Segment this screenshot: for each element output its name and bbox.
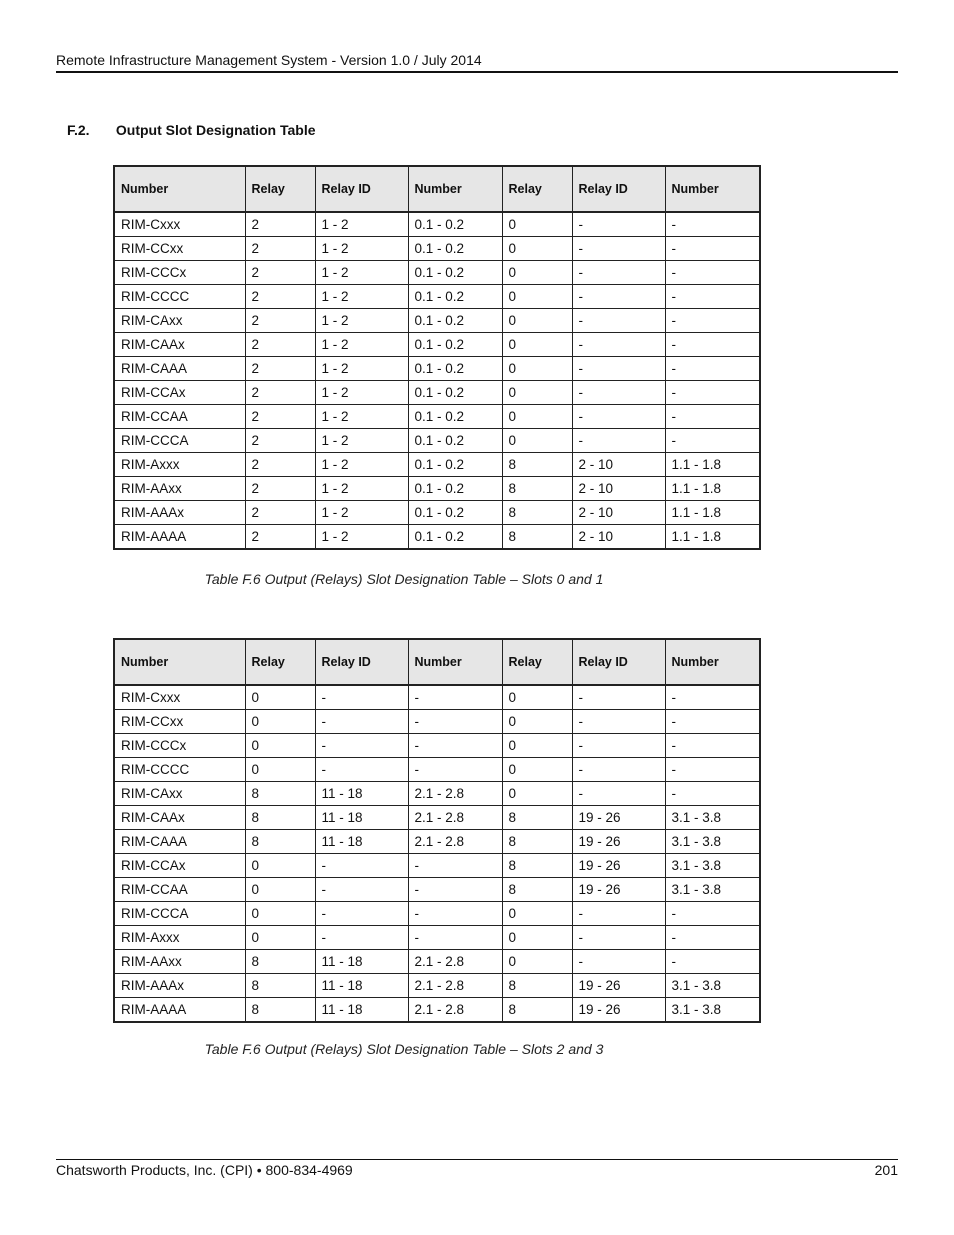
column-header: Relay — [502, 166, 572, 212]
table-cell: 0.1 - 0.2 — [408, 453, 502, 477]
table-cell: RIM-Axxx — [114, 926, 245, 950]
column-header: Number — [665, 639, 760, 685]
table-cell: 11 - 18 — [315, 974, 408, 998]
table-row — [114, 998, 760, 1023]
table-cell: RIM-AAAx — [114, 974, 245, 998]
table-cell: RIM-AAAA — [114, 525, 245, 550]
table-cell: 0 — [502, 734, 572, 758]
table-cell: 0 — [502, 902, 572, 926]
table-cell: 0.1 - 0.2 — [408, 429, 502, 453]
page-header: Remote Infrastructure Management System - Version 1.0 / July 2014 — [56, 52, 482, 68]
table-cell: 8 — [502, 998, 572, 1023]
table-cell: - — [665, 333, 760, 357]
table-row — [114, 429, 760, 453]
table-cell: 0.1 - 0.2 — [408, 501, 502, 525]
table-cell: - — [665, 758, 760, 782]
table-cell: 0 — [245, 758, 315, 782]
table-cell: RIM-CCAA — [114, 878, 245, 902]
table-cell: 0.1 - 0.2 — [408, 285, 502, 309]
table-cell: - — [315, 710, 408, 734]
table-cell: RIM-CAAx — [114, 333, 245, 357]
column-header: Relay ID — [315, 166, 408, 212]
column-header: Relay — [245, 166, 315, 212]
table-cell: 2.1 - 2.8 — [408, 974, 502, 998]
table-cell: RIM-CCCx — [114, 261, 245, 285]
table-cell: 1 - 2 — [315, 333, 408, 357]
table-cell: RIM-AAxx — [114, 950, 245, 974]
table-cell: RIM-CCxx — [114, 237, 245, 261]
table-cell: 3.1 - 3.8 — [665, 878, 760, 902]
table-cell: 1 - 2 — [315, 261, 408, 285]
column-header: Number — [408, 166, 502, 212]
table-cell: 0 — [502, 237, 572, 261]
table-cell: - — [408, 758, 502, 782]
table-cell: 8 — [245, 974, 315, 998]
table-cell: RIM-CAxx — [114, 309, 245, 333]
table-cell: 2 — [245, 333, 315, 357]
table-cell: RIM-CCCA — [114, 902, 245, 926]
table-cell: 8 — [245, 782, 315, 806]
table-cell: - — [665, 381, 760, 405]
section-title: Output Slot Designation Table — [115, 122, 316, 138]
table-cell: 1 - 2 — [315, 212, 408, 237]
table-cell: 8 — [502, 974, 572, 998]
table-cell: RIM-CCCC — [114, 758, 245, 782]
footer-divider — [56, 1159, 898, 1160]
slot-table-2-3 — [113, 638, 761, 1023]
table-cell: 0 — [502, 405, 572, 429]
table-cell: 11 - 18 — [315, 998, 408, 1023]
table-cell: 1 - 2 — [315, 525, 408, 550]
table-cell: - — [572, 950, 665, 974]
table-cell: 2 - 10 — [572, 525, 665, 550]
table-cell: 1.1 - 1.8 — [665, 453, 760, 477]
table-cell: 0 — [502, 357, 572, 381]
table-cell: 2 — [245, 261, 315, 285]
table-row — [114, 710, 760, 734]
table-cell: 0 — [502, 261, 572, 285]
table-row — [114, 357, 760, 381]
table-cell: - — [572, 309, 665, 333]
column-header: Relay ID — [315, 639, 408, 685]
table-cell: 2 — [245, 405, 315, 429]
table-cell: 0 — [502, 685, 572, 710]
footer-company: Chatsworth Products, Inc. (CPI) • 800-834-4969 — [56, 1162, 353, 1178]
table-cell: - — [408, 854, 502, 878]
table-cell: 0 — [245, 902, 315, 926]
table-cell: 11 - 18 — [315, 830, 408, 854]
table-cell: 0 — [502, 285, 572, 309]
table-cell: - — [572, 685, 665, 710]
table-cell: 1 - 2 — [315, 405, 408, 429]
table-cell: - — [408, 878, 502, 902]
table-cell: - — [572, 758, 665, 782]
table-cell: RIM-CCCC — [114, 285, 245, 309]
table-cell: - — [408, 710, 502, 734]
table-cell: 8 — [245, 950, 315, 974]
table-row — [114, 309, 760, 333]
table-cell: 8 — [245, 806, 315, 830]
table-cell: - — [572, 405, 665, 429]
table-row — [114, 782, 760, 806]
table-row — [114, 830, 760, 854]
table-row — [114, 926, 760, 950]
table-cell: 1 - 2 — [315, 429, 408, 453]
table-cell: 11 - 18 — [315, 806, 408, 830]
table-cell: 8 — [502, 878, 572, 902]
table-cell: - — [572, 237, 665, 261]
table-cell: - — [315, 902, 408, 926]
table-row — [114, 453, 760, 477]
header-divider — [56, 71, 898, 73]
table-cell: 2 — [245, 477, 315, 501]
table-cell: 3.1 - 3.8 — [665, 830, 760, 854]
table-cell: - — [572, 902, 665, 926]
table-cell: 8 — [502, 525, 572, 550]
table-row — [114, 212, 760, 237]
table-cell: 1 - 2 — [315, 501, 408, 525]
table-cell: - — [665, 237, 760, 261]
table-cell: 0 — [502, 333, 572, 357]
table-cell: - — [572, 212, 665, 237]
section-heading — [67, 122, 316, 138]
table-cell: 2 - 10 — [572, 501, 665, 525]
table-cell: 1.1 - 1.8 — [665, 501, 760, 525]
table-cell: 2.1 - 2.8 — [408, 830, 502, 854]
table-cell: 2.1 - 2.8 — [408, 998, 502, 1023]
table-cell: RIM-CCAx — [114, 381, 245, 405]
table-row — [114, 405, 760, 429]
table-cell: - — [572, 734, 665, 758]
table-cell: 0 — [502, 782, 572, 806]
table-cell: - — [665, 212, 760, 237]
table-cell: - — [572, 782, 665, 806]
table-cell: RIM-CAxx — [114, 782, 245, 806]
table-cell: - — [572, 333, 665, 357]
table-cell: RIM-CCCx — [114, 734, 245, 758]
table-cell: 2 — [245, 429, 315, 453]
table-cell: 19 - 26 — [572, 854, 665, 878]
table-cell: 0 — [245, 878, 315, 902]
table-cell: 0 — [245, 685, 315, 710]
table-cell: 19 - 26 — [572, 830, 665, 854]
column-header: Number — [408, 639, 502, 685]
column-header: Number — [665, 166, 760, 212]
table-cell: 3.1 - 3.8 — [665, 854, 760, 878]
table-cell: - — [665, 285, 760, 309]
table-cell: 0 — [502, 212, 572, 237]
table-cell: 1 - 2 — [315, 237, 408, 261]
table-cell: 0.1 - 0.2 — [408, 405, 502, 429]
table-cell: 0.1 - 0.2 — [408, 333, 502, 357]
table-row — [114, 285, 760, 309]
table-cell: - — [572, 261, 665, 285]
table-cell: - — [665, 782, 760, 806]
table-cell: - — [315, 734, 408, 758]
table-cell: 8 — [245, 998, 315, 1023]
table-cell: 1 - 2 — [315, 381, 408, 405]
table-cell: RIM-CCxx — [114, 710, 245, 734]
column-header: Number — [114, 166, 245, 212]
table-cell: - — [572, 357, 665, 381]
table-cell: 19 - 26 — [572, 806, 665, 830]
table-cell: - — [408, 902, 502, 926]
column-header: Relay ID — [572, 166, 665, 212]
table-cell: 1 - 2 — [315, 357, 408, 381]
table-cell: RIM-CCAx — [114, 854, 245, 878]
table-cell: RIM-Axxx — [114, 453, 245, 477]
table-cell: 8 — [502, 830, 572, 854]
table-cell: 0 — [245, 734, 315, 758]
section-number: F.2. — [67, 122, 90, 138]
table-cell: - — [315, 758, 408, 782]
table-cell: RIM-Cxxx — [114, 685, 245, 710]
table-cell: 0 — [502, 309, 572, 333]
table-cell: 2.1 - 2.8 — [408, 782, 502, 806]
table-cell: - — [408, 926, 502, 950]
table-cell: 0 — [502, 950, 572, 974]
table-cell: 19 - 26 — [572, 878, 665, 902]
table-cell: 11 - 18 — [315, 950, 408, 974]
table-cell: 2 — [245, 237, 315, 261]
table-cell: RIM-CCAA — [114, 405, 245, 429]
table-cell: 11 - 18 — [315, 782, 408, 806]
column-header: Relay — [245, 639, 315, 685]
table-cell: 3.1 - 3.8 — [665, 974, 760, 998]
table-cell: - — [315, 926, 408, 950]
table-row — [114, 734, 760, 758]
table-cell: - — [665, 309, 760, 333]
table-cell: - — [572, 429, 665, 453]
table-row — [114, 950, 760, 974]
table-cell: - — [665, 429, 760, 453]
table-cell: - — [408, 685, 502, 710]
table-cell: RIM-AAxx — [114, 477, 245, 501]
table-row — [114, 333, 760, 357]
table-cell: 8 — [502, 501, 572, 525]
table-cell: - — [572, 285, 665, 309]
table-cell: 0 — [502, 710, 572, 734]
table-cell: 0 — [502, 758, 572, 782]
table-cell: 2 — [245, 525, 315, 550]
table-row — [114, 501, 760, 525]
table-row — [114, 685, 760, 710]
table-cell: - — [665, 926, 760, 950]
table-cell: - — [665, 685, 760, 710]
table-cell: 19 - 26 — [572, 998, 665, 1023]
table-cell: - — [572, 926, 665, 950]
table-cell: - — [665, 734, 760, 758]
table-cell: 1.1 - 1.8 — [665, 477, 760, 501]
table-row — [114, 525, 760, 550]
table-cell: - — [665, 950, 760, 974]
table-caption: Table F.6 Output (Relays) Slot Designation Table – Slots 2 and 3 — [204, 1041, 604, 1057]
table-cell: 2 — [245, 501, 315, 525]
table-header-row — [114, 166, 760, 212]
column-header: Relay ID — [572, 639, 665, 685]
table-cell: 2 — [245, 381, 315, 405]
table-cell: 0 — [245, 710, 315, 734]
table-cell: - — [408, 734, 502, 758]
table-cell: 0 — [245, 854, 315, 878]
table-cell: 2 - 10 — [572, 453, 665, 477]
table-cell: 2.1 - 2.8 — [408, 806, 502, 830]
table-cell: 0.1 - 0.2 — [408, 357, 502, 381]
table-cell: - — [572, 710, 665, 734]
table-row — [114, 477, 760, 501]
table-cell: - — [665, 710, 760, 734]
table-cell: 0.1 - 0.2 — [408, 309, 502, 333]
table-cell: 8 — [502, 806, 572, 830]
table-cell: - — [665, 902, 760, 926]
table-cell: 2 — [245, 453, 315, 477]
table-cell: 0 — [502, 381, 572, 405]
table-cell: RIM-Cxxx — [114, 212, 245, 237]
table-cell: RIM-CAAx — [114, 806, 245, 830]
table-cell: 19 - 26 — [572, 974, 665, 998]
table-cell: RIM-AAAA — [114, 998, 245, 1023]
table-cell: 0.1 - 0.2 — [408, 381, 502, 405]
table-cell: RIM-AAAx — [114, 501, 245, 525]
table-cell: 8 — [502, 477, 572, 501]
table-cell: 2 — [245, 212, 315, 237]
table-cell: RIM-CAAA — [114, 830, 245, 854]
table-cell: 2 — [245, 357, 315, 381]
column-header: Number — [114, 639, 245, 685]
table-cell: - — [665, 405, 760, 429]
table-cell: 0 — [502, 429, 572, 453]
table-cell: 0.1 - 0.2 — [408, 261, 502, 285]
table-cell: 1 - 2 — [315, 285, 408, 309]
table-cell: 2 - 10 — [572, 477, 665, 501]
table-cell: - — [315, 854, 408, 878]
table-cell: 0.1 - 0.2 — [408, 212, 502, 237]
table-cell: 8 — [502, 854, 572, 878]
table-row — [114, 758, 760, 782]
table-cell: 0.1 - 0.2 — [408, 477, 502, 501]
table-cell: 1 - 2 — [315, 309, 408, 333]
table-row — [114, 974, 760, 998]
table-cell: 2 — [245, 309, 315, 333]
table-cell: 1 - 2 — [315, 477, 408, 501]
table-cell: - — [665, 261, 760, 285]
table-row — [114, 237, 760, 261]
table-cell: 0 — [245, 926, 315, 950]
table-cell: 3.1 - 3.8 — [665, 998, 760, 1023]
table-cell: 1 - 2 — [315, 453, 408, 477]
table-cell: 2.1 - 2.8 — [408, 950, 502, 974]
table-cell: - — [572, 381, 665, 405]
table-cell: 8 — [245, 830, 315, 854]
table-cell: - — [315, 685, 408, 710]
table-row — [114, 381, 760, 405]
page-number: 201 — [874, 1162, 898, 1178]
table-caption: Table F.6 Output (Relays) Slot Designation Table – Slots 0 and 1 — [204, 571, 604, 587]
table-row — [114, 261, 760, 285]
table-cell: 0.1 - 0.2 — [408, 237, 502, 261]
table-cell: - — [665, 357, 760, 381]
table-row — [114, 878, 760, 902]
table-cell: 1.1 - 1.8 — [665, 525, 760, 550]
table-cell: 3.1 - 3.8 — [665, 806, 760, 830]
table-cell: 8 — [502, 453, 572, 477]
table-row — [114, 854, 760, 878]
table-cell: RIM-CCCA — [114, 429, 245, 453]
slot-table-0-1 — [113, 165, 761, 550]
table-cell: RIM-CAAA — [114, 357, 245, 381]
table-cell: 0 — [502, 926, 572, 950]
table-cell: 0.1 - 0.2 — [408, 525, 502, 550]
table-cell: - — [315, 878, 408, 902]
table-row — [114, 902, 760, 926]
column-header: Relay — [502, 639, 572, 685]
table-row — [114, 806, 760, 830]
table-header-row — [114, 639, 760, 685]
table-cell: 2 — [245, 285, 315, 309]
